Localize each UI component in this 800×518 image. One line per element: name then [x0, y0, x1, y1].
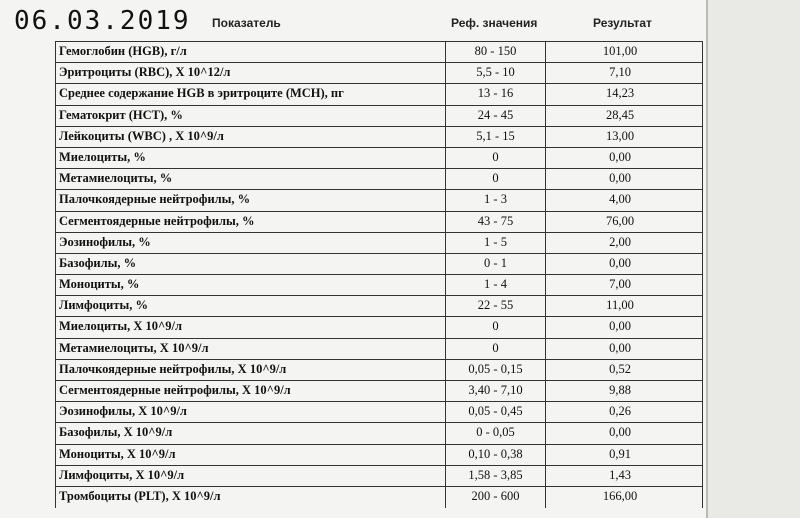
- result-value: 0,00: [609, 149, 631, 164]
- result-value: 0,00: [609, 319, 631, 334]
- result-value: 1,43: [609, 467, 631, 482]
- table-row: [55, 444, 703, 465]
- parameter-name: Миелоциты, %: [59, 149, 146, 164]
- results-table: [55, 41, 703, 507]
- result-value: 0,52: [609, 361, 631, 376]
- table-row: [55, 126, 703, 147]
- table-row: [55, 316, 703, 337]
- table-row: [55, 232, 703, 253]
- parameter-name: Лейкоциты (WBC) , X 10^9/л: [59, 128, 224, 143]
- table-row: [55, 62, 703, 83]
- table-row: [55, 211, 703, 232]
- parameter-name: Гемоглобин (HGB), г/л: [59, 44, 187, 58]
- table-row: [55, 486, 703, 507]
- table-column-line: [445, 41, 446, 508]
- table-divider: [545, 463, 546, 505]
- parameter-name: Сегментоядерные нейтрофилы, %: [59, 213, 255, 228]
- parameter-name: Базофилы, %: [59, 255, 137, 270]
- parameter-name: Базофилы, X 10^9/л: [59, 425, 173, 440]
- result-value: 76,00: [605, 213, 635, 228]
- table-row: [55, 380, 703, 401]
- reference-range: 43 - 75: [477, 213, 514, 228]
- parameter-name: Моноциты, %: [59, 277, 140, 292]
- reference-range: 80 - 150: [474, 44, 517, 58]
- table-row: [55, 105, 703, 126]
- table-row: [55, 83, 703, 104]
- result-value: 101,00: [602, 44, 638, 58]
- parameter-name: Метамиелоциты, %: [59, 171, 173, 186]
- header-result: Результат: [593, 16, 652, 30]
- table-row: [55, 295, 703, 316]
- result-value: 0,26: [609, 404, 631, 419]
- table-row: [55, 147, 703, 168]
- reference-range: 1 - 5: [484, 234, 507, 249]
- parameter-name: Среднее содержание HGB в эритроците (MCH), пг: [59, 86, 344, 101]
- parameter-name: Палочкоядерные нейтрофилы, %: [59, 192, 251, 207]
- result-value: 7,10: [609, 65, 631, 80]
- parameter-name: Метамиелоциты, X 10^9/л: [59, 340, 209, 355]
- report-date: 06.03.2019: [14, 6, 191, 36]
- parameter-name: Миелоциты, X 10^9/л: [59, 319, 183, 334]
- reference-range: 1,58 - 3,85: [468, 467, 523, 482]
- result-value: 0,00: [609, 425, 631, 440]
- table-column-line: [702, 41, 703, 508]
- reference-range: 0 - 0,05: [476, 425, 515, 440]
- table-row: [55, 274, 703, 295]
- result-value: 7,00: [609, 277, 631, 292]
- reference-range: 22 - 55: [477, 298, 514, 313]
- table-column-line: [55, 41, 56, 508]
- result-value: 0,00: [609, 255, 631, 270]
- reference-range: 13 - 16: [477, 86, 514, 101]
- table-row: [55, 401, 703, 422]
- reference-range: 0: [492, 340, 499, 355]
- parameter-name: Лимфоциты, %: [59, 298, 148, 313]
- reference-range: 0 - 1: [484, 255, 507, 270]
- parameter-name: Эозинофилы, %: [59, 234, 151, 249]
- reference-range: 24 - 45: [477, 107, 514, 122]
- reference-range: 0: [492, 149, 499, 164]
- result-value: 13,00: [605, 128, 635, 143]
- table-row: [55, 41, 703, 62]
- result-value: 28,45: [605, 107, 635, 122]
- result-value: 2,00: [609, 234, 631, 249]
- table-column-line: [545, 41, 546, 508]
- table-row: [55, 168, 703, 189]
- parameter-name: Лимфоциты, X 10^9/л: [59, 467, 185, 482]
- reference-range: 1 - 4: [484, 277, 507, 292]
- header-reference: Реф. значения: [451, 16, 538, 30]
- parameter-name: Палочкоядерные нейтрофилы, X 10^9/л: [59, 361, 287, 376]
- reference-range: 200 - 600: [471, 488, 520, 503]
- table-row: [55, 189, 703, 210]
- result-value: 166,00: [602, 488, 638, 503]
- reference-range: 0,10 - 0,38: [468, 446, 523, 461]
- result-value: 14,23: [605, 86, 635, 101]
- paper-edge: [706, 0, 708, 518]
- parameter-name: Гематокрит (HCT), %: [59, 107, 183, 122]
- result-value: 4,00: [609, 192, 631, 207]
- table-divider: [445, 463, 446, 505]
- table-row: [55, 465, 703, 486]
- parameter-name: Эритроциты (RBC), X 10^12/л: [59, 65, 231, 80]
- result-value: 0,00: [609, 340, 631, 355]
- result-value: 0,00: [609, 171, 631, 186]
- reference-range: 1 - 3: [484, 192, 507, 207]
- parameter-name: Сегментоядерные нейтрофилы, X 10^9/л: [59, 383, 291, 397]
- reference-range: 0: [492, 319, 499, 334]
- table-row: [55, 338, 703, 359]
- reference-range: 5,1 - 15: [476, 128, 515, 143]
- table-row: [55, 253, 703, 274]
- parameter-name: Моноциты, X 10^9/л: [59, 446, 176, 461]
- parameter-name: Эозинофилы, X 10^9/л: [59, 404, 187, 419]
- parameter-name: Тромбоциты (PLT), X 10^9/л: [59, 488, 221, 503]
- result-value: 11,00: [606, 298, 634, 313]
- reference-range: 5,5 - 10: [476, 65, 515, 80]
- reference-range: 3,40 - 7,10: [468, 383, 523, 397]
- header-parameter: Показатель: [212, 16, 281, 30]
- table-row: [55, 359, 703, 380]
- reference-range: 0,05 - 0,45: [468, 404, 523, 419]
- reference-range: 0,05 - 0,15: [468, 361, 523, 376]
- result-value: 0,91: [609, 446, 631, 461]
- reference-range: 0: [492, 171, 499, 186]
- table-row: [55, 422, 703, 443]
- result-value: 9,88: [609, 383, 631, 397]
